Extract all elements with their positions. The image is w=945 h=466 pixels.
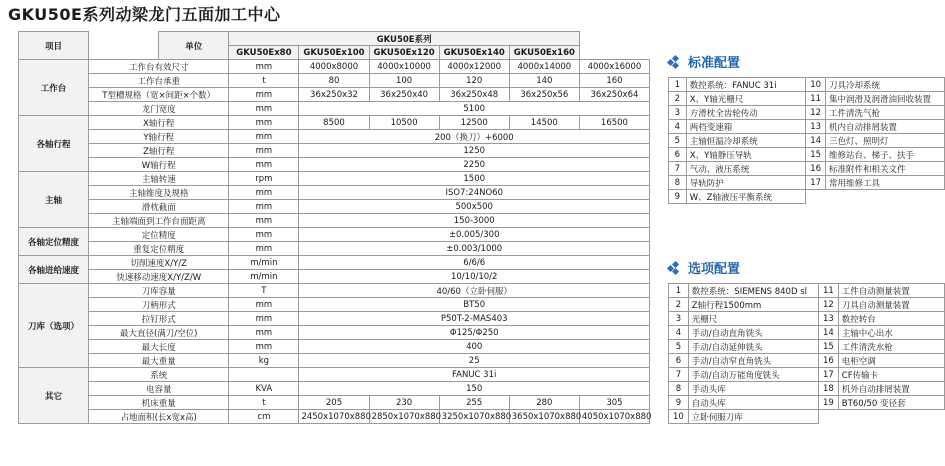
config-row (669, 368, 945, 382)
config-item-empty (826, 190, 945, 204)
config-index: 2 (669, 92, 687, 106)
spec-value: 12500 (439, 116, 509, 130)
config-index: 10 (806, 78, 826, 92)
spec-value-span: 150 (299, 382, 650, 396)
config-index: 10 (669, 410, 689, 424)
config-item: 刀具自动测量装置 (838, 298, 944, 312)
spec-item-label: 机床重量 (89, 396, 229, 410)
specification-table-wrapper (18, 31, 650, 424)
table-row (19, 214, 650, 228)
spec-value: 10500 (369, 116, 439, 130)
table-row (19, 312, 650, 326)
group-label: 刀库（选项） (19, 284, 89, 368)
config-item: 维修站台、梯子、扶手 (826, 148, 945, 162)
config-item-empty (838, 410, 944, 424)
spec-value-span: P50T-2-MAS403 (299, 312, 650, 326)
spec-value-span: 150-3000 (299, 214, 650, 228)
spec-value: 3650x1070x880 (509, 410, 579, 424)
spec-value-span: FANUC 31i (299, 368, 650, 382)
standard-config-title: 标准配置 (688, 56, 741, 71)
config-item: 立卧伺服刀库 (688, 410, 818, 424)
table-row (19, 242, 650, 256)
spec-unit (229, 368, 299, 382)
config-item: 标准附件和相关文件 (826, 162, 945, 176)
table-row (19, 200, 650, 214)
config-index: 13 (818, 312, 838, 326)
diamond-bullet-icon (668, 262, 682, 274)
config-row (669, 92, 945, 106)
config-index: 15 (806, 148, 826, 162)
table-row (19, 382, 650, 396)
spec-value-span: 40/60（立卧伺服） (299, 284, 650, 298)
config-item: CF传输卡 (838, 368, 944, 382)
spec-value-span: 6/6/6 (299, 256, 650, 270)
config-index: 6 (669, 148, 687, 162)
spec-unit: cm (229, 410, 299, 424)
table-row (19, 410, 650, 424)
spec-item-label: 系统 (89, 368, 229, 382)
config-item: W、Z轴液压平衡系统 (686, 190, 805, 204)
spec-value: 3250x1070x880 (439, 410, 509, 424)
table-row (19, 144, 650, 158)
spec-unit: mm (229, 158, 299, 172)
spec-value-span: Φ125/Φ250 (299, 326, 650, 340)
col-header-item: 项目 (19, 32, 89, 60)
spec-value: 4000x10000 (369, 60, 439, 74)
standard-config-table (668, 77, 945, 204)
spec-value-span: BT50 (299, 298, 650, 312)
config-row (669, 284, 945, 298)
config-row (669, 410, 945, 424)
col-header-model-1: GKU50Ex100 (299, 46, 369, 60)
table-row (19, 186, 650, 200)
table-row (19, 284, 650, 298)
config-index: 15 (818, 340, 838, 354)
spec-value-span: 10/10/10/2 (299, 270, 650, 284)
config-row (669, 298, 945, 312)
config-index: 3 (669, 106, 687, 120)
config-index: 9 (669, 190, 687, 204)
config-item: 电柜空调 (838, 354, 944, 368)
spec-unit: t (229, 396, 299, 410)
group-label: 各轴行程 (19, 116, 89, 172)
table-row (19, 368, 650, 382)
config-index: 17 (818, 368, 838, 382)
config-index: 2 (669, 298, 689, 312)
spec-item-label: 最大长度 (89, 340, 229, 354)
spec-item-label: 刀库容量 (89, 284, 229, 298)
spec-value-span: ±0.005/300 (299, 228, 650, 242)
col-header-series: GKU50E系列 (229, 32, 580, 46)
spec-value: 2450x1070x880 (299, 410, 369, 424)
group-label: 工作台 (19, 60, 89, 116)
spec-value-span: ±0.003/1000 (299, 242, 650, 256)
config-index: 18 (818, 382, 838, 396)
col-header-model-4: GKU50Ex160 (509, 46, 579, 60)
option-config-block (668, 258, 945, 424)
spec-value: 36x250x64 (579, 88, 649, 102)
config-item: 手动/自动万能角度铣头 (688, 368, 818, 382)
config-item: 数控转台 (838, 312, 944, 326)
spec-item-label: 主轴转速 (89, 172, 229, 186)
table-row (19, 354, 650, 368)
config-index: 9 (669, 396, 689, 410)
group-label: 主轴 (19, 172, 89, 228)
config-index: 7 (669, 162, 687, 176)
config-item: 三色灯、照明灯 (826, 134, 945, 148)
spec-item-label: 主轴端面到工作台面距离 (89, 214, 229, 228)
spec-value-span: 25 (299, 354, 650, 368)
spec-unit: mm (229, 340, 299, 354)
spec-item-label: W轴行程 (89, 158, 229, 172)
standard-config-heading (668, 52, 945, 71)
config-row (669, 120, 945, 134)
table-row (19, 228, 650, 242)
page-title: GKU50E系列动梁龙门五面加工中心 (8, 4, 281, 24)
col-header-model-2: GKU50Ex120 (369, 46, 439, 60)
spec-value: 120 (439, 74, 509, 88)
spec-unit: T (229, 284, 299, 298)
config-index: 1 (669, 78, 687, 92)
spec-item-label: Z轴行程 (89, 144, 229, 158)
col-header-model-3: GKU50Ex140 (439, 46, 509, 60)
config-row (669, 148, 945, 162)
col-header-unit: 单位 (159, 32, 229, 60)
spec-unit: mm (229, 130, 299, 144)
table-row (19, 270, 650, 284)
spec-value: 205 (299, 396, 369, 410)
spec-value: 100 (369, 74, 439, 88)
config-row (669, 134, 945, 148)
spec-unit: t (229, 74, 299, 88)
spec-item-label: 主轴锥度及规格 (89, 186, 229, 200)
spec-value-span: 200（换刀）+6000 (299, 130, 650, 144)
config-index: 11 (818, 284, 838, 298)
config-item: BT60/50 变径套 (838, 396, 944, 410)
spec-unit: rpm (229, 172, 299, 186)
spec-item-label: 定位精度 (89, 228, 229, 242)
config-index: 6 (669, 354, 689, 368)
spec-item-label: 占地面积(长x宽x高) (89, 410, 229, 424)
col-header-model-0: GKU50Ex80 (229, 46, 299, 60)
table-row (19, 396, 650, 410)
spec-value-span: 1500 (299, 172, 650, 186)
config-item: 刀具冷却系统 (826, 78, 945, 92)
spec-item-label: T型槽规格（宽×间距×个数） (89, 88, 229, 102)
spec-value: 160 (579, 74, 649, 88)
config-item: 两档变速箱 (686, 120, 805, 134)
spec-value: 2850x1070x880 (369, 410, 439, 424)
config-item: 自动头库 (688, 396, 818, 410)
spec-value-span: ISO7:24NO60 (299, 186, 650, 200)
option-config-title: 选项配置 (688, 262, 741, 277)
config-index: 14 (806, 134, 826, 148)
spec-value: 36x250x56 (509, 88, 579, 102)
config-row (669, 382, 945, 396)
spec-unit: kg (229, 354, 299, 368)
group-label: 各轴定位精度 (19, 228, 89, 256)
spec-value-span: 2250 (299, 158, 650, 172)
config-row (669, 396, 945, 410)
config-index: 8 (669, 382, 689, 396)
spec-value: 16500 (579, 116, 649, 130)
config-index: 13 (806, 120, 826, 134)
config-index: 1 (669, 284, 689, 298)
spec-unit: mm (229, 116, 299, 130)
config-item: 方滑枕全齿轮传动 (686, 106, 805, 120)
spec-unit: mm (229, 88, 299, 102)
table-row (19, 130, 650, 144)
spec-value: 4000x8000 (299, 60, 369, 74)
config-row (669, 340, 945, 354)
config-index: 19 (818, 396, 838, 410)
config-item: 光栅尺 (688, 312, 818, 326)
spec-item-label: X轴行程 (89, 116, 229, 130)
config-item: 手动/自动直角铣头 (688, 326, 818, 340)
spec-item-label: 龙门宽度 (89, 102, 229, 116)
spec-item-label: 拉钉形式 (89, 312, 229, 326)
config-item: 气动、液压系统 (686, 162, 805, 176)
config-item: Z轴行程1500mm (688, 298, 818, 312)
config-index: 16 (818, 354, 838, 368)
config-item: 数控系统：FANUC 31i (686, 78, 805, 92)
config-item: 导轨防护 (686, 176, 805, 190)
table-row (19, 340, 650, 354)
spec-unit: mm (229, 144, 299, 158)
config-item: 工件自动测量装置 (838, 284, 944, 298)
config-item: X、Y轴静压导轨 (686, 148, 805, 162)
spec-unit: mm (229, 60, 299, 74)
config-index: 5 (669, 340, 689, 354)
config-row (669, 162, 945, 176)
spec-item-label: 最大重量 (89, 354, 229, 368)
config-index: 4 (669, 120, 687, 134)
config-index: 4 (669, 326, 689, 340)
spec-unit: mm (229, 200, 299, 214)
config-row (669, 78, 945, 92)
table-row (19, 158, 650, 172)
spec-unit: mm (229, 214, 299, 228)
spec-unit: KVA (229, 382, 299, 396)
config-item: 数控系统：SIEMENS 840D sl (688, 284, 818, 298)
spec-value: 4000x16000 (579, 60, 649, 74)
config-index: 16 (806, 162, 826, 176)
config-index: 14 (818, 326, 838, 340)
config-index: 5 (669, 134, 687, 148)
group-label: 各轴进给速度 (19, 256, 89, 284)
table-row (19, 88, 650, 102)
spec-value: 140 (509, 74, 579, 88)
spec-value: 36x250x40 (369, 88, 439, 102)
spec-item-label: Y轴行程 (89, 130, 229, 144)
table-row (19, 74, 650, 88)
spec-item-label: 重复定位精度 (89, 242, 229, 256)
config-index: 12 (818, 298, 838, 312)
config-index-empty (818, 410, 838, 424)
config-row (669, 190, 945, 204)
config-item: 手动/自动窄直角铣头 (688, 354, 818, 368)
spec-item-label: 最大直径(满刀/空位) (89, 326, 229, 340)
spec-value: 14500 (509, 116, 579, 130)
spec-unit: mm (229, 102, 299, 116)
table-row (19, 102, 650, 116)
config-index: 11 (806, 92, 826, 106)
config-index: 3 (669, 312, 689, 326)
config-row (669, 106, 945, 120)
spec-unit: mm (229, 298, 299, 312)
spec-value-span: 500x500 (299, 200, 650, 214)
spec-item-label: 切削速度X/Y/Z (89, 256, 229, 270)
config-item: 工件清洗气枪 (826, 106, 945, 120)
spec-item-label: 工作台承重 (89, 74, 229, 88)
config-item: 手动/自动延伸铣头 (688, 340, 818, 354)
config-index: 8 (669, 176, 687, 190)
spec-value-span: 5100 (299, 102, 650, 116)
table-row (19, 60, 650, 74)
config-item: 手动头库 (688, 382, 818, 396)
config-item: X、Y轴光栅尺 (686, 92, 805, 106)
spec-item-label: 刀柄形式 (89, 298, 229, 312)
spec-unit: mm (229, 242, 299, 256)
page-title-bar (0, 0, 945, 26)
group-label: 其它 (19, 368, 89, 424)
config-item: 主轴恒温冷却系统 (686, 134, 805, 148)
spec-value: 255 (439, 396, 509, 410)
standard-config-block (668, 52, 945, 204)
table-row (19, 256, 650, 270)
table-row (19, 172, 650, 186)
config-index: 17 (806, 176, 826, 190)
config-index-empty (806, 190, 826, 204)
spec-value: 305 (579, 396, 649, 410)
config-item: 机外自动排屑装置 (838, 382, 944, 396)
diamond-bullet-icon (668, 56, 682, 68)
spec-value: 80 (299, 74, 369, 88)
config-item: 工件清洗水枪 (838, 340, 944, 354)
config-row (669, 312, 945, 326)
option-config-heading (668, 258, 945, 277)
spec-value: 4000x14000 (509, 60, 579, 74)
spec-unit: mm (229, 228, 299, 242)
spec-value: 36x250x32 (299, 88, 369, 102)
spec-value-span: 1250 (299, 144, 650, 158)
spec-unit: mm (229, 312, 299, 326)
config-item: 机内自动排屑装置 (826, 120, 945, 134)
option-config-table (668, 283, 945, 424)
config-item: 常用维修工具 (826, 176, 945, 190)
spec-unit: mm (229, 186, 299, 200)
spec-unit: mm (229, 326, 299, 340)
spec-item-label: 快速移动速度X/Y/Z/W (89, 270, 229, 284)
specification-table (18, 31, 650, 424)
spec-value: 4050x1070x880 (579, 410, 649, 424)
spec-value: 4000x12000 (439, 60, 509, 74)
spec-value: 36x250x48 (439, 88, 509, 102)
config-row (669, 176, 945, 190)
config-index: 12 (806, 106, 826, 120)
spec-item-label: 电容量 (89, 382, 229, 396)
table-row (19, 326, 650, 340)
table-row (19, 298, 650, 312)
table-row (19, 116, 650, 130)
spec-item-label: 工作台有效尺寸 (89, 60, 229, 74)
config-row (669, 354, 945, 368)
spec-unit: m/min (229, 270, 299, 284)
spec-value: 230 (369, 396, 439, 410)
config-index: 7 (669, 368, 689, 382)
spec-value-span: 400 (299, 340, 650, 354)
spec-unit: m/min (229, 256, 299, 270)
config-item: 主轴中心出水 (838, 326, 944, 340)
spec-value: 280 (509, 396, 579, 410)
spec-value: 8500 (299, 116, 369, 130)
spec-item-label: 滑枕截面 (89, 200, 229, 214)
config-item: 集中润滑及润滑油回收装置 (826, 92, 945, 106)
config-row (669, 326, 945, 340)
